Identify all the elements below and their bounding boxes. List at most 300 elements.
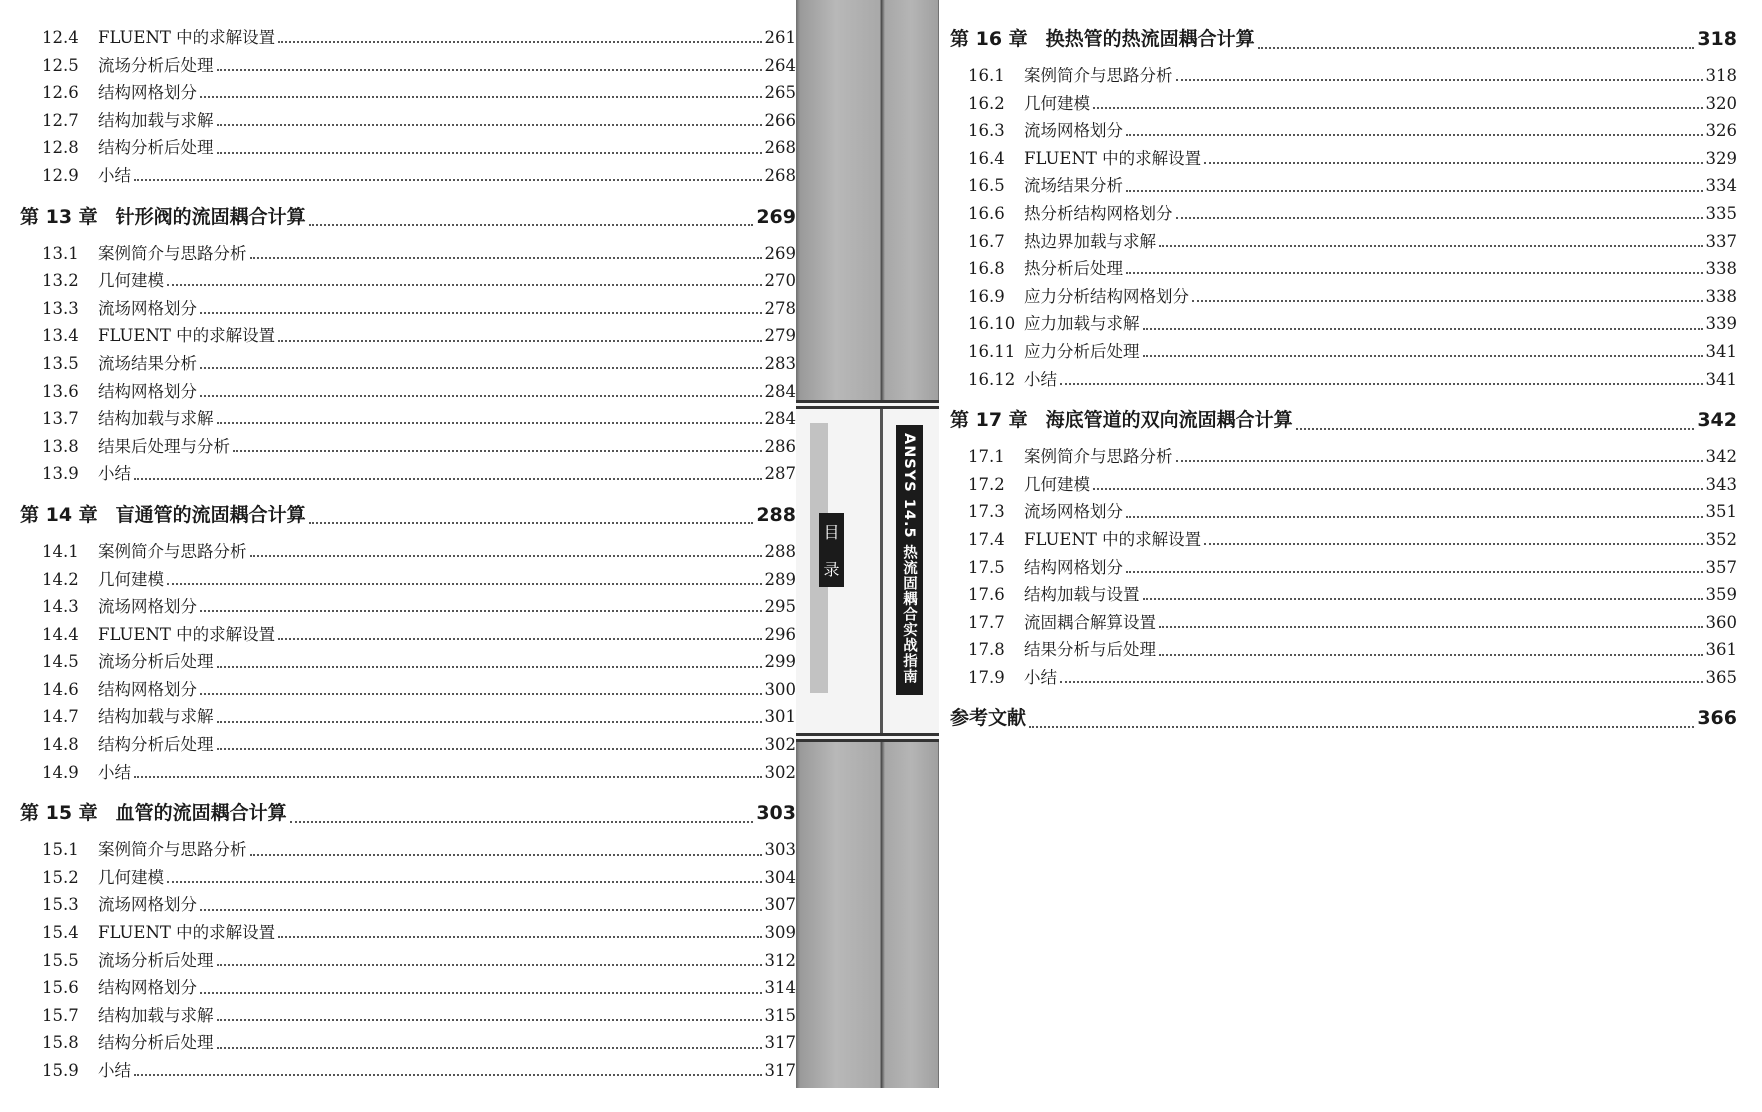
section-page-number: 279 [764,326,796,346]
section-number: 13.5 [42,353,79,373]
section-title: 应力加载与求解 [1024,314,1140,334]
toc-chapter [0,798,796,1084]
section-number: 14.6 [42,679,79,699]
section-title: 结构加载与求解 [98,409,214,429]
section-number: 13.7 [42,409,79,429]
section-title: FLUENT 中的求解设置 [98,624,276,644]
toc-entry[interactable] [945,498,1737,526]
section-title: 流场网格划分 [98,298,197,318]
dot-leader [167,880,762,883]
toc-entry[interactable] [0,433,796,461]
toc-entry[interactable] [945,145,1737,173]
toc-entry[interactable] [945,117,1737,145]
dot-leader [134,178,762,181]
toc-entry[interactable] [0,891,796,919]
toc-entry[interactable] [0,919,796,947]
section-page-number: 286 [764,436,796,456]
left-toc-page [0,0,796,1112]
section-number: 17.6 [968,585,1005,605]
dot-leader [1176,78,1703,81]
section-number: 12.7 [42,110,79,130]
section-title: 几何建模 [1024,474,1090,494]
section-page-number: 300 [764,679,796,699]
section-page-number: 337 [1705,231,1737,251]
section-number: 16.2 [968,93,1005,113]
section-number: 15.5 [42,950,79,970]
section-title: 小结 [98,1061,131,1080]
section-title: 案例简介与思路分析 [1024,66,1173,85]
toc-chapter [0,500,796,786]
section-page-number: 352 [1705,529,1737,549]
section-title: FLUENT 中的求解设置 [1024,148,1202,168]
toc-entry[interactable] [0,593,796,621]
dot-leader [1143,354,1703,357]
dot-leader [200,692,762,695]
dot-leader [217,151,762,154]
dot-leader [200,394,762,397]
section-number: 17.5 [968,557,1005,577]
toc-entry[interactable] [0,566,796,594]
section-page-number: 284 [764,409,796,429]
section-number: 12.5 [42,55,79,75]
section-title: 流场网格划分 [98,597,197,617]
section-title: 热分析后处理 [1024,259,1123,279]
section-title: 案例简介与思路分析 [1024,447,1173,467]
section-page-number: 284 [764,381,796,401]
dot-leader [1126,515,1703,518]
dot-leader [1093,487,1703,490]
chapter-number: 第 17 章 [950,409,1028,432]
section-number: 16.6 [968,203,1005,223]
dot-leader [309,223,754,226]
dot-leader [200,311,762,314]
section-page-number: 329 [1705,148,1737,168]
contents-char-1: 目 [823,523,840,542]
section-page-number: 309 [764,923,796,943]
chapter-page-number: 303 [756,802,796,825]
toc-entry[interactable] [945,609,1737,637]
section-title: 小结 [1024,667,1057,687]
section-page-number: 265 [764,83,796,103]
section-number: 13.6 [42,381,79,401]
chapter-page-number: 288 [756,503,796,526]
section-page-number: 307 [764,895,796,915]
section-number: 13.1 [42,243,79,263]
dot-leader [1143,597,1703,600]
section-page-number: 359 [1705,585,1737,605]
toc-entry[interactable] [945,581,1737,609]
dot-leader [309,521,754,524]
dot-leader [1143,327,1703,330]
section-page-number: 318 [1705,66,1737,85]
toc-entry[interactable] [0,974,796,1002]
section-title: 几何建模 [98,867,164,887]
section-page-number: 320 [1705,93,1737,113]
section-page-number: 304 [764,867,796,887]
section-page-number: 351 [1705,502,1737,522]
section-number: 13.4 [42,326,79,346]
section-page-number: 295 [764,597,796,617]
section-number: 13.9 [42,464,79,484]
toc-entry[interactable] [945,554,1737,582]
toc-entry[interactable] [945,90,1737,118]
section-number: 14.5 [42,652,79,672]
dot-leader [134,477,762,480]
section-number: 16.11 [968,341,1016,361]
chapter-number: 第 16 章 [950,28,1028,50]
toc-entry[interactable] [945,62,1737,90]
chapter-title: 血管的流固耦合计算 [115,802,287,825]
chapter-title: 海底管道的双向流固耦合计算 [1045,409,1293,432]
section-title: 结构分析后处理 [98,138,214,158]
section-number: 14.9 [42,762,79,782]
toc-entry[interactable] [945,172,1737,200]
chapter-number: 第 13 章 [20,205,98,228]
toc-entry[interactable] [0,295,796,323]
chapter-page-number: 342 [1697,409,1737,432]
section-page-number: 269 [764,243,796,263]
chapter-page-number: 366 [1697,707,1737,730]
section-number: 17.7 [968,612,1005,632]
toc-entry[interactable] [0,648,796,676]
section-page-number: 326 [1705,121,1737,141]
dot-leader [250,554,762,557]
dot-leader [167,582,762,585]
dot-leader [1126,271,1703,274]
toc-entry[interactable] [945,338,1737,366]
spine-divider [880,409,883,733]
section-page-number: 335 [1705,203,1737,223]
chapter-number: 第 15 章 [20,802,98,825]
chapter-number: 第 14 章 [20,503,98,526]
dot-leader [290,820,754,823]
section-number: 17.9 [968,667,1005,687]
section-number: 16.10 [968,314,1016,334]
dot-leader [1126,133,1703,136]
contents-label [819,513,844,587]
dot-leader [217,1018,762,1021]
toc-entry[interactable] [0,836,796,864]
section-title: FLUENT 中的求解设置 [1024,529,1202,549]
dot-leader [1126,189,1703,192]
chapter-title: 针形阀的流固耦合计算 [115,205,306,228]
section-title: 热分析结构网格划分 [1024,203,1173,223]
section-number: 14.8 [42,735,79,755]
toc-chapter [945,405,1737,691]
section-number: 12.9 [42,165,79,185]
section-number: 16.12 [968,369,1016,389]
section-number: 16.5 [968,176,1005,196]
section-title: FLUENT 中的求解设置 [98,28,276,47]
toc-entry[interactable] [945,366,1737,394]
section-page-number: 278 [764,298,796,318]
section-number: 14.4 [42,624,79,644]
chapter-title: 参考文献 [950,707,1027,730]
section-page-number: 288 [764,541,796,561]
toc-entry[interactable] [0,759,796,787]
section-page-number: 361 [1705,640,1737,660]
section-number: 15.3 [42,895,79,915]
section-title: FLUENT 中的求解设置 [98,326,276,346]
toc-entry[interactable] [0,1057,796,1085]
toc-entry[interactable] [0,350,796,378]
section-title: 流场网格划分 [98,895,197,915]
dot-leader [1060,382,1703,385]
toc-entry[interactable] [0,621,796,649]
section-number: 15.9 [42,1061,79,1080]
dot-leader [1159,625,1703,628]
section-number: 15.1 [42,840,79,860]
section-page-number: 317 [764,1033,796,1053]
section-number: 15.7 [42,1005,79,1025]
section-title: 案例简介与思路分析 [98,243,247,263]
chapter-heading[interactable] [945,24,1737,62]
toc-entry[interactable] [945,526,1737,554]
toc-entry[interactable] [0,731,796,759]
section-number: 17.4 [968,529,1005,549]
toc-entry[interactable] [945,471,1737,499]
section-number: 16.7 [968,231,1005,251]
section-page-number: 287 [764,464,796,484]
section-title: 应力分析后处理 [1024,341,1140,361]
spine-label-band [796,400,939,742]
toc-chapter [0,24,796,190]
dot-leader [217,720,762,723]
section-title: 流场结果分析 [98,353,197,373]
dot-leader [1159,244,1703,247]
chapter-title: 盲通管的流固耦合计算 [115,503,306,526]
dot-leader [1060,680,1703,683]
section-number: 16.1 [968,66,1005,85]
dot-leader [217,1046,762,1049]
section-number: 15.4 [42,923,79,943]
toc-entry[interactable] [0,1002,796,1030]
section-number: 14.2 [42,569,79,589]
dot-leader [1126,570,1703,573]
dot-leader [217,421,762,424]
toc-entry[interactable] [0,322,796,350]
dot-leader [200,991,762,994]
section-page-number: 365 [1705,667,1737,687]
section-page-number: 264 [764,55,796,75]
dot-leader [1176,216,1703,219]
section-number: 13.8 [42,436,79,456]
section-title: 小结 [98,165,131,185]
toc-entry[interactable] [0,460,796,488]
section-number: 17.3 [968,502,1005,522]
section-number: 14.1 [42,541,79,561]
section-number: 15.8 [42,1033,79,1053]
book-title-label: ANSYS 14.5 热流固耦合实战指南 [896,425,923,695]
section-number: 17.1 [968,447,1005,467]
toc-entry[interactable] [945,228,1737,256]
dot-leader [278,935,761,938]
dot-leader [200,609,762,612]
section-page-number: 338 [1705,286,1737,306]
dot-leader [233,449,762,452]
right-toc-page [945,0,1737,1102]
toc-entry[interactable] [0,864,796,892]
chapter-title: 换热管的热流固耦合计算 [1045,28,1255,50]
chapter-heading[interactable] [0,500,796,538]
section-page-number: 360 [1705,612,1737,632]
section-title: 流场网格划分 [1024,121,1123,141]
section-title: 应力分析结构网格划分 [1024,286,1189,306]
section-page-number: 357 [1705,557,1737,577]
section-page-number: 339 [1705,314,1737,334]
toc-entry[interactable] [0,134,796,162]
dot-leader [200,366,762,369]
toc-entry[interactable] [0,107,796,135]
toc-entry[interactable] [945,200,1737,228]
section-page-number: 341 [1705,341,1737,361]
section-page-number: 270 [764,271,796,291]
section-page-number: 299 [764,652,796,672]
dot-leader [1192,299,1703,302]
toc-entry[interactable] [945,283,1737,311]
toc-entry[interactable] [0,52,796,80]
toc-entry[interactable] [0,703,796,731]
section-page-number: 302 [764,762,796,782]
dot-leader [1204,542,1702,545]
dot-leader [217,68,762,71]
section-number: 14.7 [42,707,79,727]
section-number: 17.2 [968,474,1005,494]
section-page-number: 312 [764,950,796,970]
dot-leader [167,283,762,286]
chapter-heading[interactable] [945,703,1737,741]
toc-entry[interactable] [0,378,796,406]
toc-entry[interactable] [945,443,1737,471]
section-page-number: 338 [1705,259,1737,279]
section-page-number: 342 [1705,447,1737,467]
section-title: 结果后处理与分析 [98,436,230,456]
dot-leader [278,40,761,43]
section-number: 17.8 [968,640,1005,660]
section-title: 结构加载与设置 [1024,585,1140,605]
section-number: 16.4 [968,148,1005,168]
section-title: 几何建模 [98,271,164,291]
section-title: 结构加载与求解 [98,110,214,130]
dot-leader [1296,427,1695,430]
dot-leader [1029,725,1694,728]
section-title: 流固耦合解算设置 [1024,612,1156,632]
section-page-number: 296 [764,624,796,644]
section-title: 案例简介与思路分析 [98,840,247,860]
section-title: 结构分析后处理 [98,1033,214,1053]
section-number: 16.8 [968,259,1005,279]
section-number: 13.3 [42,298,79,318]
toc-chapter [0,202,796,488]
section-title: 流场分析后处理 [98,950,214,970]
section-number: 12.6 [42,83,79,103]
dot-leader [134,1073,762,1076]
dot-leader [1258,46,1695,49]
section-title: 结构分析后处理 [98,735,214,755]
dot-leader [200,908,762,911]
chapter-heading[interactable] [0,202,796,240]
section-number: 12.4 [42,28,79,47]
section-page-number: 315 [764,1005,796,1025]
section-title: 流场结果分析 [1024,176,1123,196]
section-title: 结构网格划分 [98,978,197,998]
section-page-number: 283 [764,353,796,373]
section-title: 几何建模 [1024,93,1090,113]
section-title: 结果分析与后处理 [1024,640,1156,660]
dot-leader [217,747,762,750]
section-title: 结构网格划分 [98,381,197,401]
toc-entry[interactable] [0,240,796,268]
section-page-number: 303 [764,840,796,860]
toc-entry[interactable] [0,1029,796,1057]
toc-entry[interactable] [945,255,1737,283]
toc-entry[interactable] [945,310,1737,338]
section-number: 14.3 [42,597,79,617]
contents-char-2: 录 [823,560,840,579]
section-number: 15.6 [42,978,79,998]
section-page-number: 314 [764,978,796,998]
dot-leader [250,853,762,856]
chapter-heading[interactable] [945,405,1737,443]
chapter-heading[interactable] [0,798,796,836]
section-title: 流场分析后处理 [98,55,214,75]
toc-entry[interactable] [0,79,796,107]
section-title: 案例简介与思路分析 [98,541,247,561]
toc-entry[interactable] [0,405,796,433]
toc-entry[interactable] [0,267,796,295]
section-number: 15.2 [42,867,79,887]
dot-leader [1176,459,1703,462]
dot-leader [278,637,761,640]
dot-leader [217,963,762,966]
section-page-number: 266 [764,110,796,130]
section-title: FLUENT 中的求解设置 [98,923,276,943]
section-number: 16.9 [968,286,1005,306]
dot-leader [217,665,762,668]
section-title: 小结 [98,464,131,484]
section-title: 结构网格划分 [98,83,197,103]
toc-entry[interactable] [945,636,1737,664]
dot-leader [278,339,761,342]
section-number: 16.3 [968,121,1005,141]
section-page-number: 268 [764,165,796,185]
chapter-page-number: 269 [756,205,796,228]
dot-leader [1159,653,1703,656]
toc-entry[interactable] [0,676,796,704]
section-page-number: 343 [1705,474,1737,494]
toc-entry[interactable] [0,538,796,566]
section-title: 流场分析后处理 [98,652,214,672]
toc-entry[interactable] [0,947,796,975]
toc-entry[interactable] [945,664,1737,692]
section-page-number: 317 [764,1061,796,1080]
section-title: 结构加载与求解 [98,707,214,727]
toc-entry[interactable] [0,24,796,52]
section-page-number: 334 [1705,176,1737,196]
dot-leader [134,775,762,778]
section-page-number: 268 [764,138,796,158]
section-page-number: 289 [764,569,796,589]
section-number: 13.2 [42,271,79,291]
section-title: 结构网格划分 [1024,557,1123,577]
dot-leader [250,256,762,259]
section-page-number: 261 [764,28,796,47]
section-page-number: 301 [764,707,796,727]
dot-leader [217,123,762,126]
toc-entry[interactable] [0,162,796,190]
chapter-page-number: 318 [1697,28,1737,50]
section-page-number: 302 [764,735,796,755]
